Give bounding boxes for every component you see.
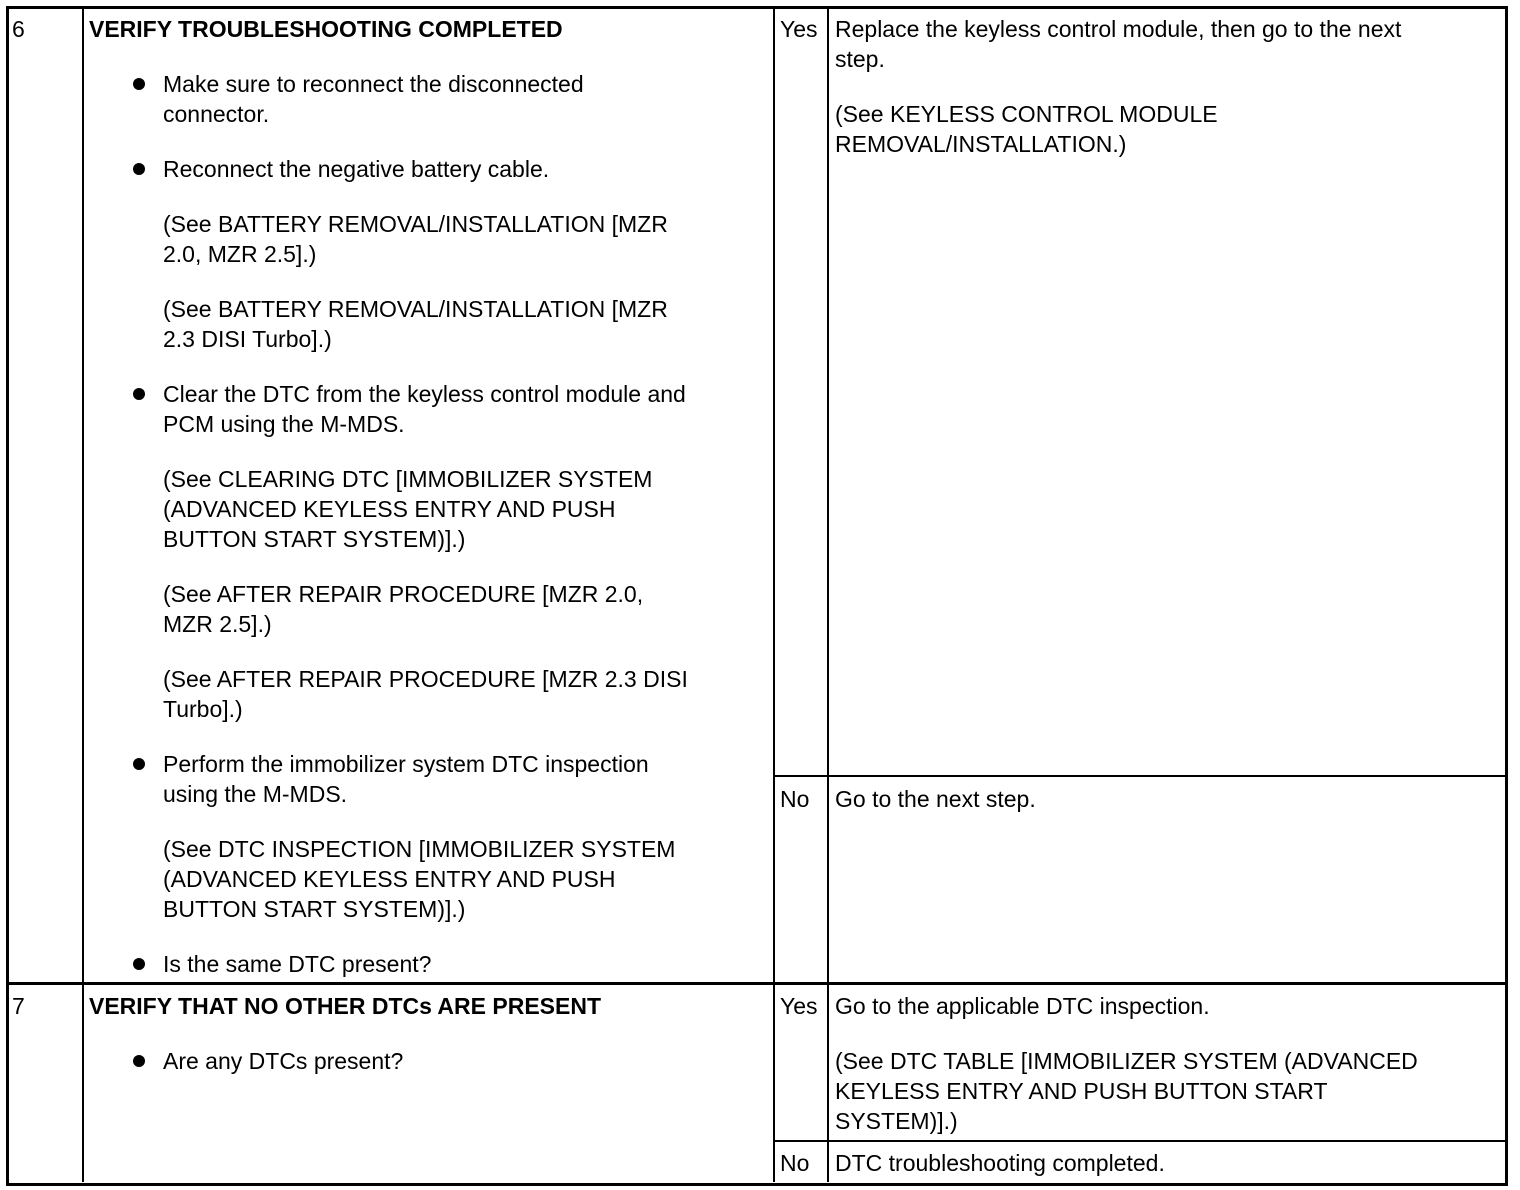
row-divider-step-6-7 (8, 982, 1505, 985)
action-line: using the M-MDS. (163, 781, 348, 807)
action-line: Make sure to reconnect the disconnected (163, 71, 584, 97)
column-divider-step (82, 8, 84, 1182)
question-line: Are any DTCs present? (163, 1048, 404, 1074)
no-result-line: DTC troubleshooting completed. (835, 1150, 1165, 1176)
bullet-icon (133, 958, 145, 970)
reference-line: 2.0, MZR 2.5].) (163, 241, 317, 267)
yes-label: Yes (780, 16, 818, 42)
step-number: 7 (12, 993, 25, 1019)
bullet-icon (133, 388, 145, 400)
column-divider-result (827, 8, 829, 1182)
reference-line: MZR 2.5].) (163, 611, 272, 637)
column-divider-action (773, 8, 775, 1182)
reference-line: BUTTON START SYSTEM)].) (163, 896, 466, 922)
action-line: PCM using the M-MDS. (163, 411, 405, 437)
reference-line: (ADVANCED KEYLESS ENTRY AND PUSH (163, 866, 616, 892)
reference-line: (See DTC INSPECTION [IMMOBILIZER SYSTEM (163, 836, 676, 862)
action-line: Perform the immobilizer system DTC inspection (163, 751, 649, 777)
step-title: VERIFY TROUBLESHOOTING COMPLETED (89, 16, 563, 42)
yes-result-line: step. (835, 46, 885, 72)
no-label: No (780, 786, 810, 812)
reference-line: (See CLEARING DTC [IMMOBILIZER SYSTEM (163, 466, 653, 492)
yes-reference-line: SYSTEM)].) (835, 1108, 958, 1134)
no-result-line: Go to the next step. (835, 786, 1036, 812)
reference-line: (See AFTER REPAIR PROCEDURE [MZR 2.0, (163, 581, 644, 607)
action-line: Clear the DTC from the keyless control module and (163, 381, 686, 407)
bullet-icon (133, 78, 145, 90)
reference-line: (See BATTERY REMOVAL/INSTALLATION [MZR (163, 211, 668, 237)
question-line: Is the same DTC present? (163, 951, 432, 977)
action-line: Reconnect the negative battery cable. (163, 156, 550, 182)
yes-reference-line: REMOVAL/INSTALLATION.) (835, 131, 1127, 157)
bullet-icon (133, 1055, 145, 1067)
reference-line: (ADVANCED KEYLESS ENTRY AND PUSH (163, 496, 616, 522)
yes-label: Yes (780, 993, 818, 1019)
yes-result-line: Replace the keyless control module, then go to the next (835, 16, 1402, 42)
yes-result-line: Go to the applicable DTC inspection. (835, 993, 1210, 1019)
yes-reference-line: (See KEYLESS CONTROL MODULE (835, 101, 1218, 127)
bullet-icon (133, 163, 145, 175)
yes-reference-line: KEYLESS ENTRY AND PUSH BUTTON START (835, 1078, 1328, 1104)
action-line: connector. (163, 101, 270, 127)
step-title: VERIFY THAT NO OTHER DTCs ARE PRESENT (89, 993, 602, 1019)
reference-line: (See BATTERY REMOVAL/INSTALLATION [MZR (163, 296, 668, 322)
yes-reference-line: (See DTC TABLE [IMMOBILIZER SYSTEM (ADVANCED (835, 1048, 1418, 1074)
row-divider-step-7-yes-no (774, 1140, 1505, 1142)
reference-line: (See AFTER REPAIR PROCEDURE [MZR 2.3 DISI (163, 666, 688, 692)
row-divider-step-6-yes-no (774, 775, 1505, 777)
no-label: No (780, 1150, 810, 1176)
reference-line: Turbo].) (163, 696, 243, 722)
reference-line: BUTTON START SYSTEM)].) (163, 526, 466, 552)
reference-line: 2.3 DISI Turbo].) (163, 326, 332, 352)
step-number: 6 (12, 16, 25, 42)
bullet-icon (133, 758, 145, 770)
